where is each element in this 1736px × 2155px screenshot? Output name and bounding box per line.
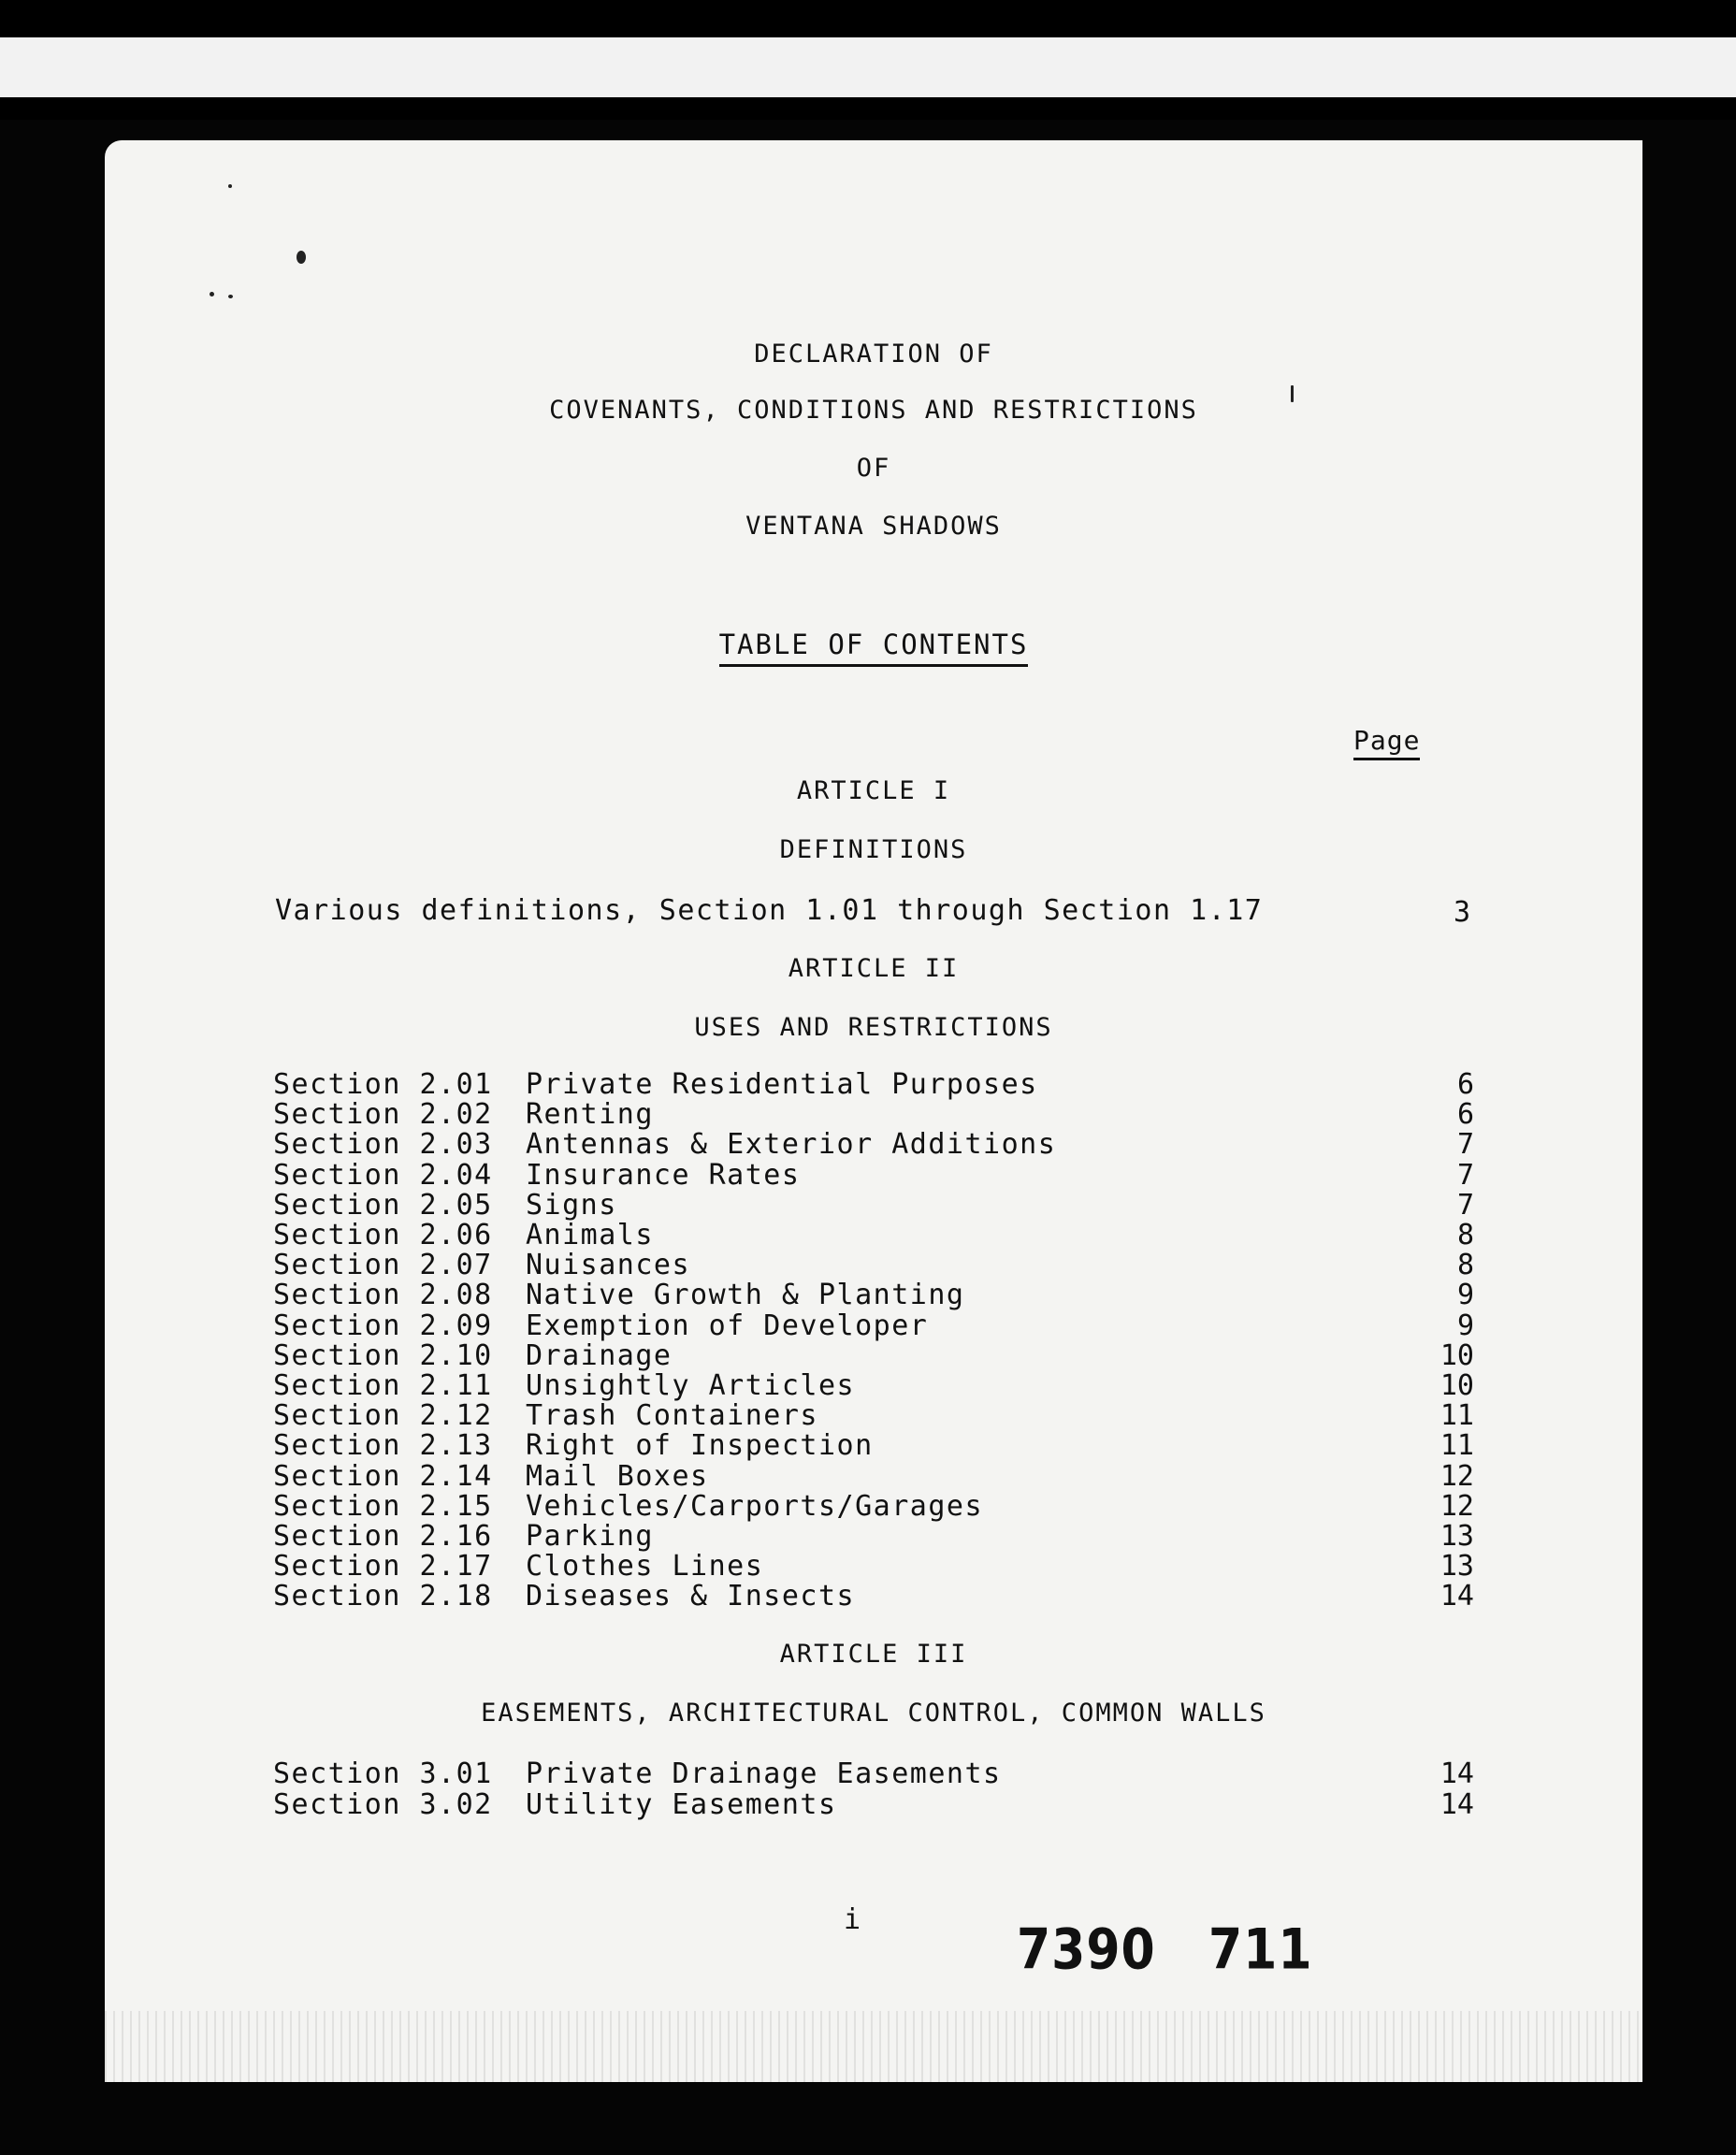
section-page: 14 (1439, 1757, 1474, 1790)
section-page: 9 (1456, 1279, 1474, 1312)
section-title: Insurance Rates (526, 1158, 801, 1192)
section-page: 13 (1439, 1520, 1474, 1553)
scan-top-border (0, 0, 1736, 120)
section-title: Unsightly Articles (526, 1369, 856, 1402)
section-number: Section 3.01 (273, 1757, 493, 1790)
section-page: 8 (1456, 1219, 1474, 1251)
section-number: Section 2.12 (273, 1399, 493, 1433)
section-page: 11 (1439, 1399, 1474, 1433)
toc-title (105, 629, 1642, 660)
section-title: Clothes Lines (526, 1550, 764, 1584)
section-page: 12 (1439, 1489, 1474, 1523)
scan-top-band (0, 17, 1736, 97)
section-page: 7 (1456, 1128, 1474, 1162)
section-title: Trash Containers (526, 1399, 818, 1433)
section-title: Renting (526, 1098, 654, 1132)
article-3-subheading: EASEMENTS, ARCHITECTURAL CONTROL, COMMON WALLS (481, 1699, 1266, 1728)
section-title: Private Residential Purposes (526, 1068, 1038, 1101)
section-page: 9 (1456, 1309, 1474, 1342)
section-title: Animals (526, 1219, 654, 1251)
section-title: Drainage (526, 1338, 673, 1372)
section-title: Parking (526, 1520, 654, 1553)
section-page: 8 (1456, 1249, 1474, 1282)
section-title: Exemption of Developer (526, 1309, 929, 1342)
section-number: Section 2.14 (273, 1459, 493, 1493)
scan-noise-bottom (105, 2011, 1642, 2082)
section-page: 13 (1439, 1550, 1474, 1584)
section-page: 7 (1456, 1188, 1474, 1222)
section-page: 6 (1456, 1098, 1474, 1132)
scan-top-band-edge (0, 17, 1736, 37)
section-title: Antennas & Exterior Additions (526, 1128, 1057, 1162)
title-line-1: DECLARATION OF (754, 340, 993, 369)
stamp-number-left: 7390 (1017, 1917, 1156, 1983)
section-number: Section 3.02 (273, 1787, 493, 1821)
section-page: 14 (1439, 1787, 1474, 1821)
section-page: 12 (1439, 1459, 1474, 1493)
article-2-subheading: USES AND RESTRICTIONS (694, 1013, 1053, 1042)
section-title: Private Drainage Easements (526, 1757, 1002, 1790)
title-line-4: VENTANA SHADOWS (745, 512, 1002, 541)
article-3-heading: ARTICLE III (779, 1640, 968, 1669)
article-1-heading: ARTICLE I (796, 776, 951, 805)
title-line-3: OF (856, 454, 891, 483)
section-number: Section 2.13 (273, 1429, 493, 1463)
section-number: Section 2.08 (273, 1279, 493, 1312)
section-title: Vehicles/Carports/Garages (526, 1489, 984, 1523)
section-number: Section 2.02 (273, 1098, 493, 1132)
section-title: Signs (526, 1188, 617, 1222)
section-page: 10 (1439, 1338, 1474, 1372)
page-number: i (844, 1903, 861, 1936)
section-number: Section 2.01 (273, 1068, 493, 1101)
section-number: Section 2.16 (273, 1520, 493, 1553)
section-number: Section 2.18 (273, 1580, 493, 1613)
section-page: 11 (1439, 1429, 1474, 1463)
section-number: Section 2.05 (273, 1188, 493, 1222)
page-column-header: Page (1353, 725, 1420, 760)
section-number: Section 2.09 (273, 1309, 493, 1342)
stamp-number-right: 711 (1208, 1917, 1313, 1983)
section-number: Section 2.17 (273, 1550, 493, 1584)
section-title: Native Growth & Planting (526, 1279, 965, 1312)
section-number: Section 2.07 (273, 1249, 493, 1282)
section-title: Right of Inspection (526, 1429, 874, 1463)
scan-speck (210, 292, 214, 296)
article-1-entry-page: 3 (1453, 896, 1470, 929)
section-number: Section 2.10 (273, 1338, 493, 1372)
section-title: Mail Boxes (526, 1459, 709, 1493)
scan-speck (297, 251, 306, 264)
section-number: Section 2.04 (273, 1158, 493, 1192)
section-number: Section 2.06 (273, 1219, 493, 1251)
article-1-entry: Various definitions, Section 1.01 through Section 1.17 (275, 894, 1264, 927)
section-title: Nuisances (526, 1249, 691, 1282)
section-page: 14 (1439, 1580, 1474, 1613)
article-2-heading: ARTICLE II (788, 954, 960, 983)
document-page (105, 140, 1642, 2082)
section-title: Utility Easements (526, 1787, 837, 1821)
section-number: Section 2.15 (273, 1489, 493, 1523)
toc-title-text: TABLE OF CONTENTS (719, 629, 1029, 667)
section-title: Diseases & Insects (526, 1580, 856, 1613)
section-page: 10 (1439, 1369, 1474, 1402)
section-number: Section 2.03 (273, 1128, 493, 1162)
section-page: 7 (1456, 1158, 1474, 1192)
scan-speck (228, 295, 233, 298)
article-1-subheading: DEFINITIONS (779, 835, 968, 864)
scan-speck (228, 184, 232, 188)
section-page: 6 (1456, 1068, 1474, 1101)
title-line-2: COVENANTS, CONDITIONS AND RESTRICTIONS (549, 396, 1198, 425)
section-number: Section 2.11 (273, 1369, 493, 1402)
